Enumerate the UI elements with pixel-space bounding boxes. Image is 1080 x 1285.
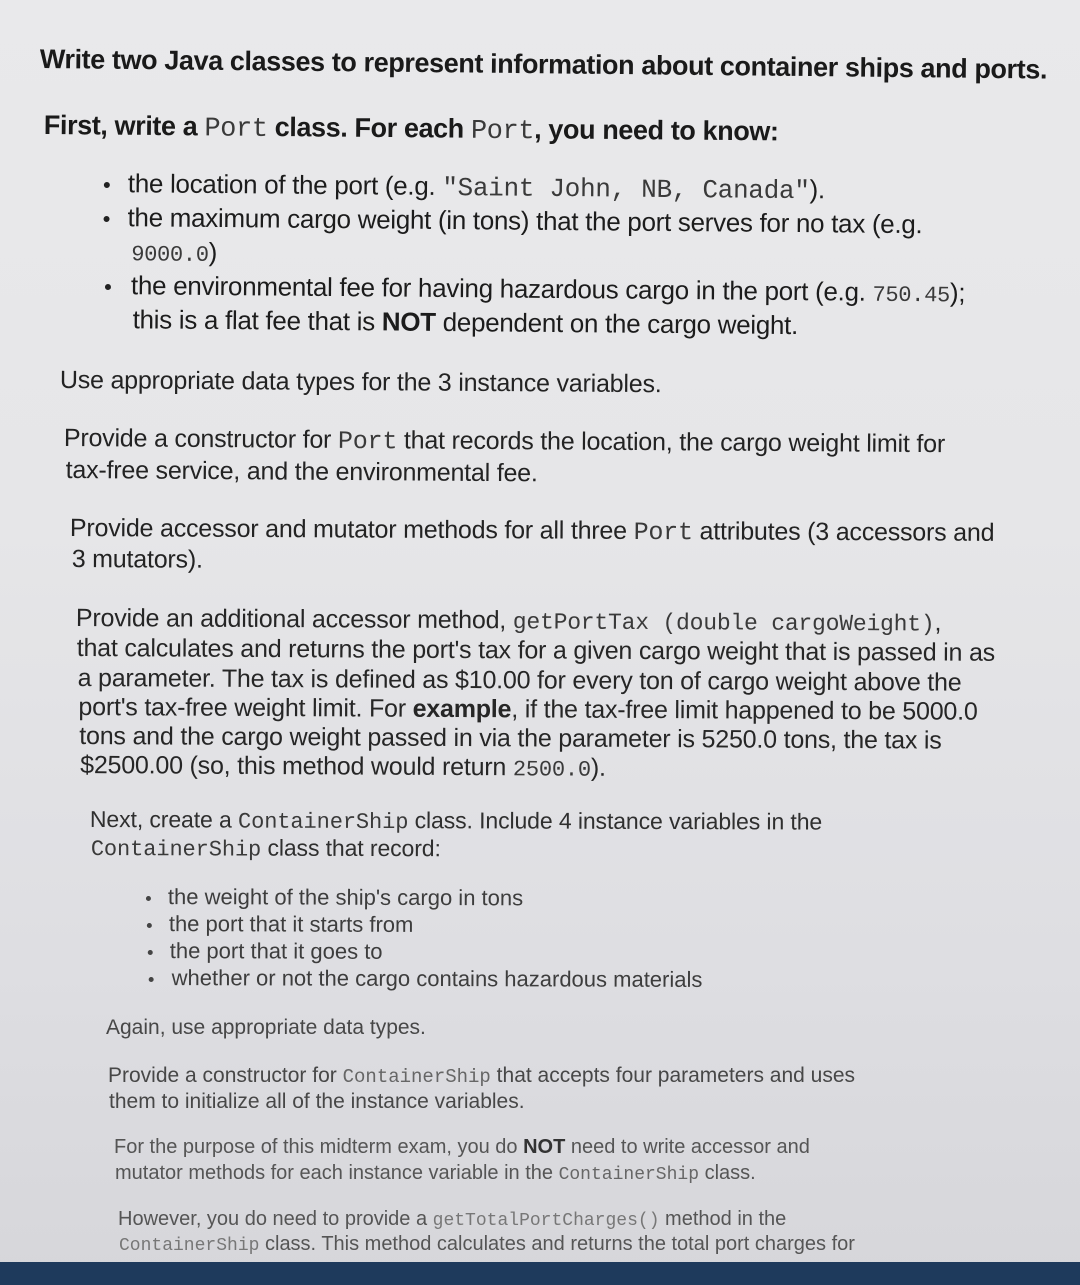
ship-bullet-hazardous [172,965,703,993]
port-bullet-fee [131,270,966,308]
get-port-tax-code: getPortTax (double cargoWeight) [512,609,935,638]
port-intro-prefix: First, write a [43,110,205,142]
text: class that record: [261,834,441,862]
text: mutator methods for each instance variable in the [115,1162,559,1184]
port-code: Port [470,116,535,148]
paragraph-line [108,1064,855,1088]
ship-bullet-start-port [169,911,414,938]
return-value-code: 2500.0 [512,757,591,783]
emphasis-not: NOT [381,306,436,337]
example-location-code: "Saint John, NB, Canada" [442,172,810,207]
paragraph-line [90,806,822,837]
text: that accepts four parameters and uses [490,1064,856,1087]
port-intro [44,110,779,149]
bullet-text: this is a flat fee that is [132,304,382,337]
text: a parameter. The tax is defined as $10.00 for every ton of cargo weight above the [77,664,962,697]
screen-bottom-bezel [0,1262,1080,1285]
text: method in the [659,1208,787,1230]
paragraph-line [78,664,962,698]
data-types-text: Use appropriate data types for the 3 instance variables. [59,366,662,399]
bullet-dot [105,284,111,290]
heading-text: Write two Java classes to represent information about container ships and ports. [39,44,1048,85]
container-ship-code: ContainerShip [558,1165,700,1185]
again-note [106,1016,426,1040]
text: tons and the cargo weight passed in via the parameter is 5250.0 tons, the tax is [79,722,942,755]
text: class. [699,1162,756,1184]
paragraph-line [76,604,941,638]
container-ship-code: ContainerShip [119,1236,260,1256]
emphasis-example: example [412,694,512,724]
text: Provide a constructor for [63,424,339,454]
port-code: Port [633,517,693,548]
paragraph-line [72,545,203,575]
bullet-text: the port that it goes to [169,938,383,964]
paragraph-line [119,1233,855,1256]
text: Provide accessor and mutator methods for all three [69,514,634,545]
text: $2500.00 (so, this method would return [80,751,513,782]
paragraph-line [77,634,995,668]
ship-bullet-cargo-weight [168,884,523,911]
paragraph-line [109,1090,525,1114]
bullet-dot [104,216,110,222]
bullet-end: ). [809,174,826,205]
paragraph-line [64,424,945,460]
paragraph-line [66,456,538,488]
container-ship-code: ContainerShip [237,809,409,836]
bullet-dot [147,923,152,928]
data-types-note [60,366,662,399]
port-code: Port [337,426,398,457]
paragraph-line [118,1208,786,1231]
bullet-text: the environmental fee for having hazardous cargo in the port (e.g. [130,270,873,307]
paragraph-line [80,751,606,783]
text: , if the tax-free limit happened to be 5000.0 [511,695,978,726]
again-text: Again, use appropriate data types. [106,1016,426,1039]
ship-bullet-destination-port [170,938,383,965]
bullet-end: ) [208,236,218,267]
bullet-dot [148,950,153,955]
text: For the purpose of this midterm exam, you do [114,1136,524,1158]
bullet-dot [104,182,110,188]
paragraph-line [79,722,941,756]
bullet-dot [149,977,154,982]
page-heading [40,44,1048,86]
paragraph-line [91,834,441,863]
paragraph-line [70,514,995,549]
text: class. This method calculates and returns the total port charges for [259,1233,855,1255]
port-bullet-weight [127,202,922,240]
paragraph-line [115,1162,756,1185]
bullet-dot [146,896,151,901]
text: 3 mutators). [71,545,203,574]
bullet-text: the maximum cargo weight (in tons) that the port serves for no tax (e.g. [127,202,923,240]
text: Provide a constructor for [108,1064,343,1087]
example-fee-code: 750.45 [872,282,951,309]
text: class. Include 4 instance variables in the [408,807,823,835]
text: attributes (3 accessors and [692,517,995,547]
port-bullet-fee-line2 [133,304,799,341]
bullet-text: the location of the port (e.g. [127,168,443,201]
text: that calculates and returns the port's tax for a given cargo weight that is passed in as [76,634,996,667]
bullet-end: ); [949,277,966,308]
container-ship-code: ContainerShip [90,837,262,863]
bullet-text: whether or not the cargo contains hazardous materials [171,965,703,992]
text: them to initialize all of the instance variables. [109,1090,525,1113]
container-ship-code: ContainerShip [342,1066,491,1088]
text: port's tax-free weight limit. For [78,693,413,723]
get-total-port-charges-code: getTotalPortCharges() [432,1211,660,1231]
bullet-text: dependent on the cargo weight. [435,306,799,341]
text: However, you do need to provide a [118,1208,433,1230]
port-code: Port [204,114,268,145]
text: need to write accessor and [565,1136,810,1158]
text: that records the location, the cargo weight limit for [397,426,946,459]
text: tax-free service, and the environmental fee. [65,456,538,488]
example-weight-code: 9000.0 [131,242,209,268]
paragraph-line [78,693,977,727]
text: ). [590,753,606,782]
bullet-text: the port that it starts from [168,911,414,937]
paragraph-line [114,1136,810,1159]
text: Provide an additional accessor method, [75,604,513,635]
port-bullet-location [128,168,825,206]
emphasis-not: NOT [523,1136,566,1158]
bullet-text: the weight of the ship's cargo in tons [167,884,524,911]
text: , [934,608,942,637]
port-intro-middle: class. For each [267,111,472,144]
text: Next, create a [89,806,239,833]
port-intro-suffix: , you need to know: [534,114,779,147]
port-bullet-weight-line2 [131,236,217,268]
